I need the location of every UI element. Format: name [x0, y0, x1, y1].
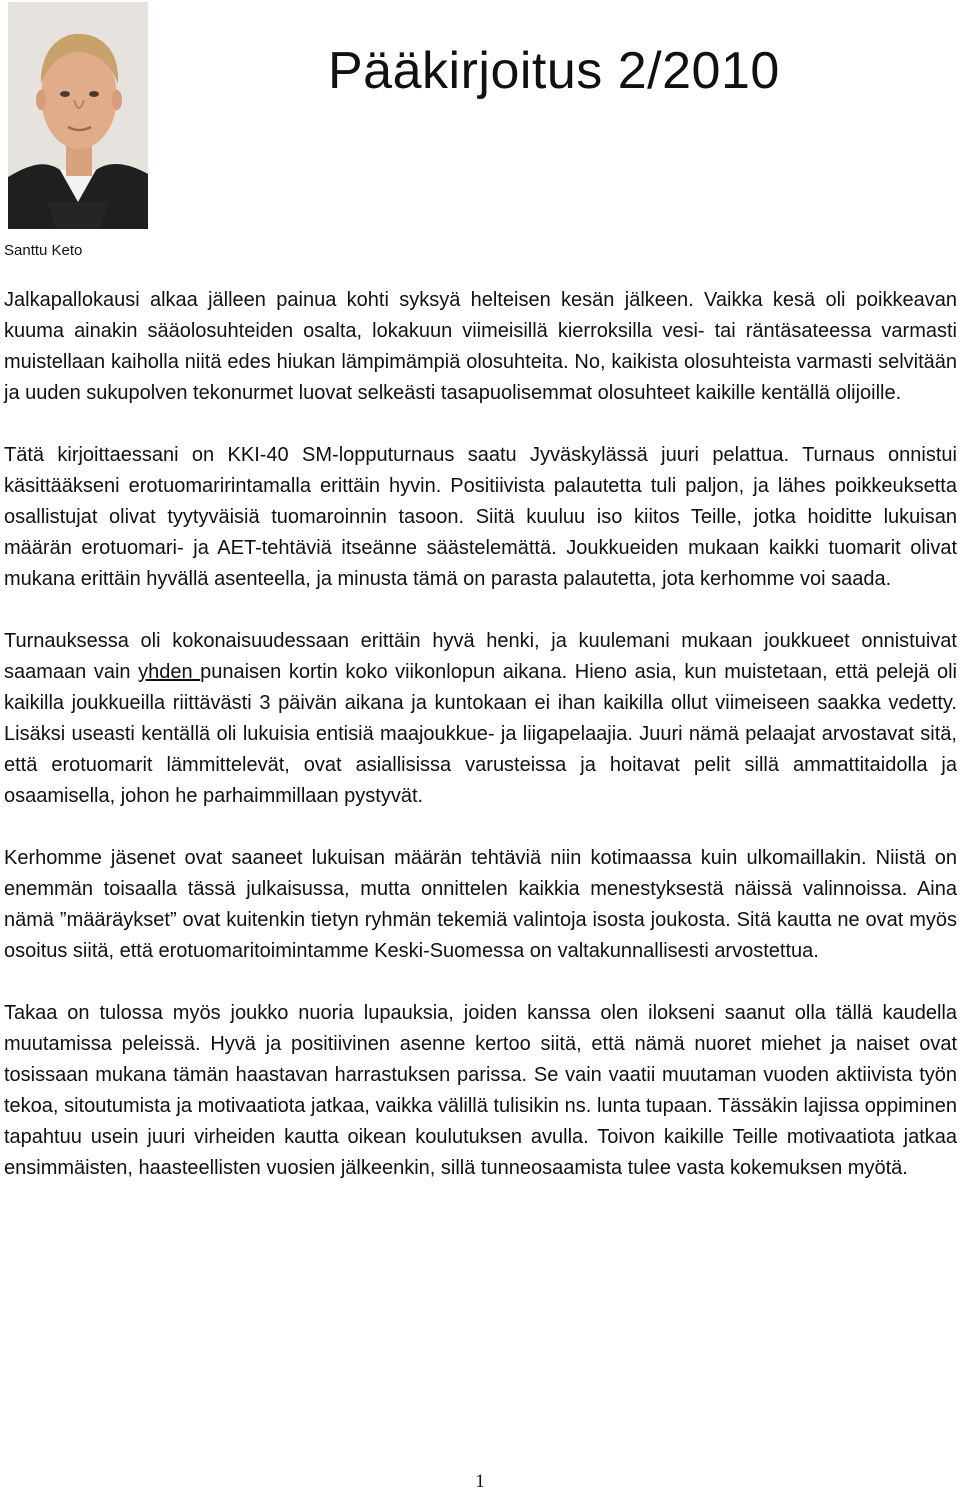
paragraph: Kerhomme jäsenet ovat saaneet lukuisan määrän tehtäviä niin kotimaassa kuin ulkomaillakin. Niistä on enemmän toisaalla tässä julkaisussa, mutta onnittelen kaikkia menestyksestä näissä valinnoissa. Aina nämä ”määräykset” ovat kuitenkin tietyn ryhmän tekemiä valintoja isosta joukosta. Sitä kautta ne ovat myös osoitus siitä, että erotuomaritoimintamme Keski-Suomessa on valtakunnallisesti arvostettua. [4, 847, 957, 962]
page-title: Pääkirjoitus 2/2010 [328, 42, 780, 100]
page-number: 1 [475, 1471, 485, 1492]
underlined-word: yhden [138, 661, 201, 683]
author-photo [8, 2, 148, 229]
paragraph: Tätä kirjoittaessani on KKI-40 SM-lopputurnaus saatu Jyväskylässä juuri pelattua. Turnaus onnistui käsittääkseni erotuomaririntamalla erittäin hyvin. Positiivista palautetta tuli paljon, ja lähes poikkeuksetta osallistujat olivat tyytyväisiä tuomaroinnin tasoon. Siitä kuuluu iso kiitos Teille, jotka hoiditte lukuisan määrän erotuomari- ja AET-tehtäviä itseänne säästelemättä. Joukkueiden mukaan kaikki tuomarit olivat mukana erittäin hyvällä asenteella, ja minusta tämä on parasta palautetta, jota kerhomme voi saada. [4, 444, 957, 590]
photo-caption: Santtu Keto [4, 242, 83, 259]
paragraph-text: Turnauksessa oli kokonaisuudessaan erittäin hyvä henki, ja kuulemani mukaan joukkueet onnistuivat saamaan vain [4, 630, 957, 683]
paragraph [4, 626, 957, 812]
paragraph-text: punaisen kortin koko viikonlopun aikana. Hieno asia, kun muistetaan, että pelejä oli kaikilla joukkueilla riittävästi 3 päivän aikana ja kuntokaan ei ihan kaikilla ollut viimeiseen saakka vedetty. Lisäksi useasti kentällä oli lukuisia entisiä maajoukkue- ja liigapelaajia. Juuri nämä pelaajat arvostavat sitä, että erotuomarit lämmittelevät, ovat asiallisissa varusteissa ja hoitavat pelit sillä ammattitaidolla ja osaamisella, johon he parhaimmillaan pystyvät. [4, 661, 957, 807]
paragraph: Jalkapallokausi alkaa jälleen painua kohti syksyä helteisen kesän jälkeen. Vaikka kesä oli poikkeavan kuuma ainakin sääolosuhteiden osalta, lokakuun viimeisillä kierroksilla vesi- tai räntäsateessa varmasti muistellaan kaiholla niitä edes hiukan lämpimämpiä olosuhteita. No, kaikista olosuhteista varmasti selvitään ja uuden sukupolven tekonurmet luovat selkeästi tasapuolisemmat olosuhteet kaikille kentällä olijoille. [4, 289, 957, 404]
paragraph: Takaa on tulossa myös joukko nuoria lupauksia, joiden kanssa olen ilokseni saanut olla tällä kaudella muutamissa peleissä. Hyvä ja positiivinen asenne kertoo siitä, että nämä nuoret miehet ja naiset ovat tosissaan mukana tämän haastavan harrastuksen parissa. Se vain vaatii muutaman vuoden aktiivista työn tekoa, sitoutumista ja motivaatiota jatkaa, vaikka välillä tulisikin ns. lunta tupaan. Tässäkin lajissa oppiminen tapahtuu usein juuri virheiden kautta oikean koulutuksen avulla. Toivon kaikille Teille motivaatiota jatkaa ensimmäisten, haasteellisten vuosien jälkeenkin, sillä tunneosaamista tulee vasta kokemuksen myötä. [4, 1002, 957, 1179]
article-body [4, 285, 957, 1215]
